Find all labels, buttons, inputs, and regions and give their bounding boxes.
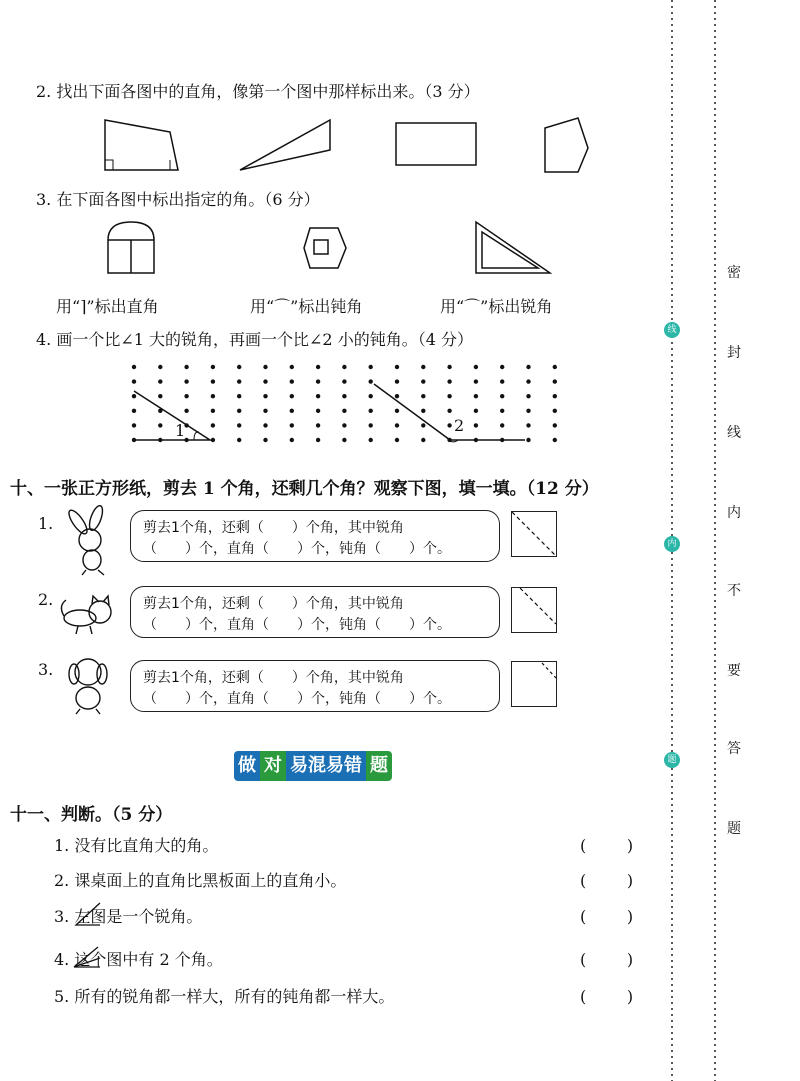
- q4-angle1-lines: [134, 391, 210, 440]
- bubble1-line1: 剪去1个角，还剩（ ）个角，其中锐角: [143, 520, 404, 536]
- judge-item-1: 1. 没有比直角大的角。: [54, 836, 219, 855]
- grid-dot: [132, 394, 136, 398]
- grid-dot: [553, 438, 557, 442]
- grid-dot: [290, 438, 294, 442]
- grid-dot: [553, 409, 557, 413]
- grid-dot: [263, 379, 267, 383]
- grid-dot: [316, 423, 320, 427]
- q2-triangle-shape: [240, 120, 330, 170]
- grid-dot: [316, 409, 320, 413]
- grid-dot: [342, 409, 346, 413]
- grid-dot: [211, 438, 215, 442]
- grid-dot: [290, 409, 294, 413]
- badge-part-4: 题: [366, 751, 392, 781]
- grid-dot: [395, 438, 399, 442]
- grid-dot: [184, 379, 188, 383]
- judge-item-2: 2. 课桌面上的直角比黑板面上的直角小。: [54, 871, 347, 890]
- grid-dot: [553, 394, 557, 398]
- grid-dot: [342, 423, 346, 427]
- grid-dot: [553, 379, 557, 383]
- grid-dot: [395, 409, 399, 413]
- grid-dot: [211, 365, 215, 369]
- side-char-7: 答: [727, 741, 741, 757]
- judge-answer-paren-2[interactable]: ( ): [580, 871, 634, 890]
- q2-right-angle-mark: [105, 160, 113, 170]
- grid-dot: [421, 365, 425, 369]
- bubble3-line1: 剪去1个角，还剩（ ）个角，其中锐角: [143, 670, 404, 686]
- grid-dot: [237, 438, 241, 442]
- teal-dot-1: 线: [664, 322, 680, 338]
- grid-dot: [316, 438, 320, 442]
- grid-dot: [158, 438, 162, 442]
- side-char-8: 题: [727, 821, 741, 837]
- judge-answer-paren-4[interactable]: ( ): [580, 950, 634, 969]
- grid-dot: [500, 379, 504, 383]
- grid-dot: [447, 438, 451, 442]
- sec10-item1-num: 1.: [38, 514, 54, 533]
- badge-easy-mistakes: [234, 749, 392, 783]
- grid-dot: [211, 423, 215, 427]
- grid-dot: [158, 379, 162, 383]
- cat-icon: [61, 596, 111, 634]
- side-char-6: 要: [727, 663, 741, 679]
- grid-dot: [290, 423, 294, 427]
- grid-dot: [395, 365, 399, 369]
- square-cut-1: [511, 511, 557, 557]
- grid-dot: [132, 379, 136, 383]
- q3-label-right-angle: 用“⌉”标出直角: [56, 297, 159, 316]
- grid-dot: [158, 423, 162, 427]
- grid-dot: [290, 379, 294, 383]
- grid-dot: [474, 394, 478, 398]
- grid-dot: [474, 423, 478, 427]
- q2-text: 2. 找出下面各图中的直角，像第一个图中那样标出来。（3 分）: [36, 82, 480, 101]
- grid-dot: [263, 409, 267, 413]
- grid-dot: [395, 379, 399, 383]
- grid-dot: [263, 423, 267, 427]
- q3-text: 3. 在下面各图中标出指定的角。（6 分）: [36, 190, 320, 209]
- judge-item-4: 4. 这个图中有 2 个角。: [54, 950, 223, 969]
- q4-text: 4. 画一个比∠1 大的锐角，再画一个比∠2 小的钝角。（4 分）: [36, 330, 473, 349]
- grid-dot: [421, 394, 425, 398]
- judge-answer-paren-5[interactable]: ( ): [580, 987, 634, 1006]
- grid-dot: [316, 379, 320, 383]
- grid-dot: [211, 379, 215, 383]
- grid-dot: [211, 409, 215, 413]
- judge-item-5: 5. 所有的锐角都一样大，所有的钝角都一样大。: [54, 987, 395, 1006]
- grid-dot: [395, 394, 399, 398]
- q2-pentagon-shape: [545, 118, 588, 172]
- grid-dot: [211, 394, 215, 398]
- q3-hexagon-shape: [304, 228, 346, 268]
- grid-dot: [369, 394, 373, 398]
- grid-dot: [369, 423, 373, 427]
- grid-dot: [158, 409, 162, 413]
- teal-dot-3: 题: [664, 752, 680, 768]
- grid-dot: [132, 409, 136, 413]
- judge-item-3: 3. 左图是一个锐角。: [54, 907, 203, 926]
- rabbit-icon: [66, 504, 105, 575]
- grid-dot: [316, 394, 320, 398]
- grid-dot: [553, 365, 557, 369]
- q3-label-acute-angle: 用“⌒”标出锐角: [440, 297, 553, 316]
- speech-bubble-2: [130, 586, 500, 638]
- grid-dot: [500, 438, 504, 442]
- grid-dot: [132, 438, 136, 442]
- grid-dot: [526, 365, 530, 369]
- grid-dot: [237, 394, 241, 398]
- grid-dot: [316, 365, 320, 369]
- badge-part-3: 易混易错: [286, 751, 366, 781]
- grid-dot: [526, 423, 530, 427]
- grid-dot: [474, 365, 478, 369]
- grid-dot: [474, 409, 478, 413]
- grid-dot: [500, 409, 504, 413]
- grid-dot: [132, 365, 136, 369]
- grid-dot: [447, 365, 451, 369]
- grid-dot: [526, 394, 530, 398]
- grid-dot: [263, 438, 267, 442]
- grid-dot: [342, 365, 346, 369]
- grid-dot: [237, 365, 241, 369]
- grid-dot: [526, 379, 530, 383]
- grid-dot: [369, 379, 373, 383]
- grid-dot: [132, 423, 136, 427]
- grid-dot: [237, 379, 241, 383]
- bubble1-line2: （ ）个，直角（ ）个，钝角（ ）个。: [143, 541, 451, 557]
- speech-bubble-3: [130, 660, 500, 712]
- grid-dot: [421, 423, 425, 427]
- q3-triangle-shape: [476, 222, 550, 273]
- side-char-4: 内: [727, 505, 741, 521]
- grid-dot: [553, 423, 557, 427]
- grid-dot: [369, 409, 373, 413]
- sec10-item3-num: 3.: [38, 660, 54, 679]
- grid-dot: [447, 379, 451, 383]
- grid-dot: [237, 409, 241, 413]
- grid-dot: [447, 423, 451, 427]
- side-char-3: 线: [727, 425, 741, 441]
- teal-dot-2: 内: [664, 536, 680, 552]
- grid-dot: [500, 394, 504, 398]
- q2-trapezoid-shape: [105, 120, 178, 170]
- sec11-title: 十一、判断。（5 分）: [10, 805, 173, 825]
- grid-dot: [421, 409, 425, 413]
- grid-dot: [526, 409, 530, 413]
- q4-angle1-label: 1: [175, 421, 186, 440]
- judge-answer-paren-1[interactable]: ( ): [580, 836, 634, 855]
- q4-angle2-label: 2: [454, 416, 465, 435]
- grid-dot: [369, 365, 373, 369]
- q2-rectangle-shape: [396, 123, 476, 165]
- grid-dot: [158, 394, 162, 398]
- bubble3-line2: （ ）个，直角（ ）个，钝角（ ）个。: [143, 691, 451, 707]
- grid-dot: [263, 394, 267, 398]
- bubble2-line1: 剪去1个角，还剩（ ）个角，其中锐角: [143, 596, 404, 612]
- grid-dot: [158, 365, 162, 369]
- grid-dot: [421, 379, 425, 383]
- grid-dot: [184, 409, 188, 413]
- grid-dot: [369, 438, 373, 442]
- grid-dot: [526, 438, 530, 442]
- grid-dot: [237, 423, 241, 427]
- side-char-5: 不: [727, 583, 741, 599]
- grid-dot: [447, 394, 451, 398]
- q3-label-obtuse-angle: 用“⌒”标出钝角: [250, 297, 363, 316]
- bubble2-line2: （ ）个，直角（ ）个，钝角（ ）个。: [143, 617, 451, 633]
- square-cut-3: [511, 661, 557, 707]
- grid-dot: [290, 365, 294, 369]
- grid-dot: [184, 365, 188, 369]
- grid-dot: [474, 438, 478, 442]
- grid-dot: [395, 423, 399, 427]
- badge-part-2: 对: [260, 751, 286, 781]
- grid-dot: [342, 438, 346, 442]
- judge-answer-paren-3[interactable]: ( ): [580, 907, 634, 926]
- grid-dot: [474, 379, 478, 383]
- square-cut-2: [511, 587, 557, 633]
- side-char-2: 封: [727, 345, 741, 361]
- grid-dot: [184, 394, 188, 398]
- speech-bubble-1: [130, 510, 500, 562]
- grid-dot: [421, 438, 425, 442]
- side-char-1: 密: [727, 265, 741, 281]
- sec10-item2-num: 2.: [38, 590, 54, 609]
- grid-dot: [447, 409, 451, 413]
- grid-dot: [342, 379, 346, 383]
- grid-dot: [500, 365, 504, 369]
- grid-dot: [500, 423, 504, 427]
- dog-icon: [69, 659, 107, 714]
- badge-part-1: 做: [234, 751, 260, 781]
- grid-dot: [342, 394, 346, 398]
- sec10-title: 十、一张正方形纸，剪去 1 个角，还剩几个角？观察下图，填一填。（12 分）: [10, 479, 599, 499]
- grid-dot: [290, 394, 294, 398]
- grid-dot: [263, 365, 267, 369]
